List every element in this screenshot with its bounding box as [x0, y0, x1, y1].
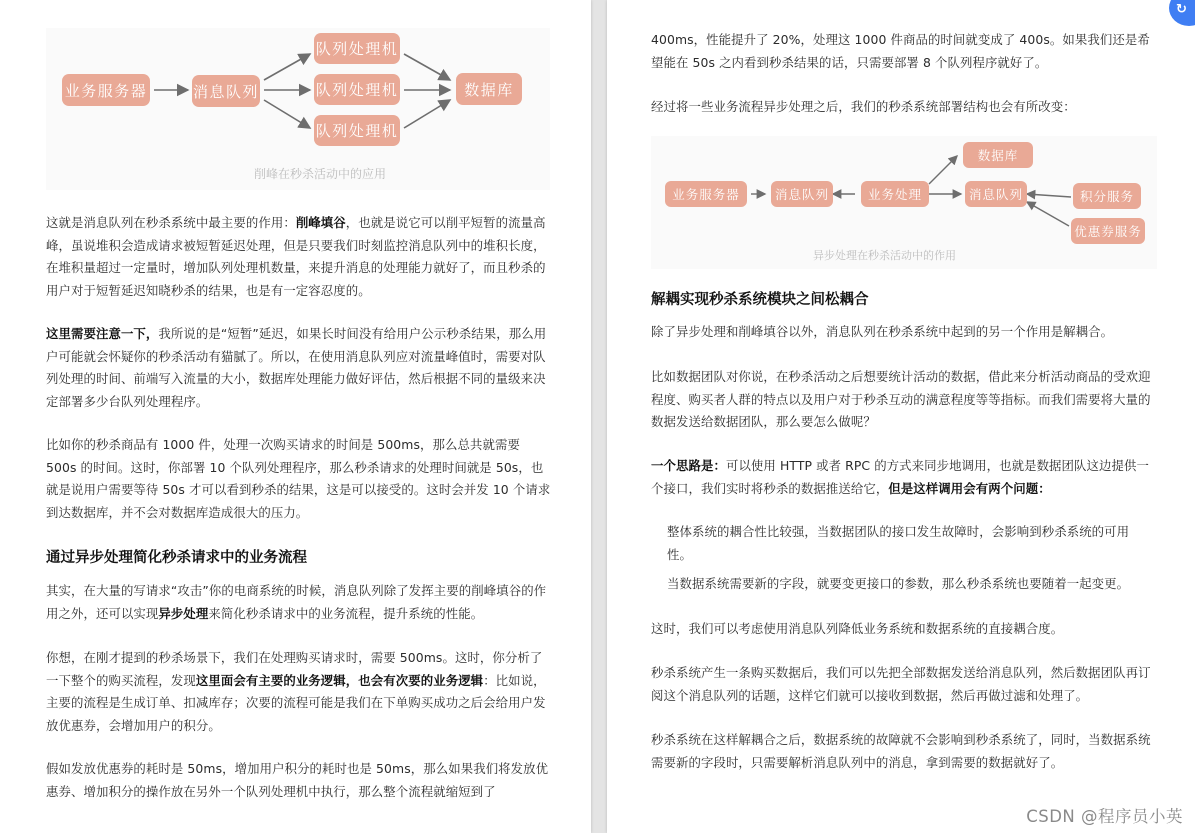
list-item-field-change: 当数据系统需要新的字段，就要变更接口的参数，那么秒杀系统也要随着一起变更。: [667, 576, 1130, 591]
paragraph-deploy-structure: 经过将一些业务流程异步处理之后，我们的秒杀系统部署结构也会有所改变：: [651, 99, 1076, 114]
message-queue-box-right: 消息队列: [965, 181, 1027, 207]
points-service-box: 积分服务: [1073, 183, 1141, 209]
paragraph-peak-shaving: 这就是消息队列在秒杀系统中最主要的作用：削峰填谷，也就是说它可以削平短暂的流量高峰，虽说堆积会造成请求被短暂延迟处理，但是只要我们时刻监控消息队列中的堆积长度，在堆积量超过一定量时，增加队列处理机数量，来提升消息的处理能力就好了，而且秒杀的用户对于短暂延迟知晓秒杀的结果，也是有一定容忍度的。: [46, 215, 546, 298]
section-heading-async: 通过异步处理简化秒杀请求中的业务流程: [46, 550, 307, 566]
coupon-service-box: 优惠券服务: [1071, 218, 1145, 244]
database-box: 数据库: [456, 73, 522, 105]
diagram2-caption: 异步处理在秒杀活动中的作用: [813, 249, 956, 262]
translate-icon[interactable]: ↻: [1169, 0, 1195, 26]
business-processing-box: 业务处理: [861, 181, 929, 207]
paragraph-subscribe: 秒杀系统产生一条购买数据后，我们可以先把全部数据发送给消息队列，然后数据团队再订阅这个消息队列的话题，这样它们就可以接收到数据，然后再做过滤和处理了。: [651, 665, 1151, 703]
left-page: [0, 0, 591, 833]
csdn-watermark: CSDN @程序员小英: [1026, 807, 1183, 826]
diagram-caption: 削峰在秒杀活动中的应用: [254, 167, 387, 181]
paragraph-main-secondary-logic: 你想，在刚才提到的秒杀场景下，我们在处理购买请求时，需要 500ms。这时，你分析了一下整个的购买流程，发现这里面会有主要的业务逻辑，也会有次要的业务逻辑：比如说，主要的流程是生成订单、扣减库存；次要的流程可能是我们在下单购买成功之后会给用户发放优惠券，会增加用户的积分。: [46, 650, 546, 733]
paragraph-one-approach: 一个思路是：可以使用 HTTP 或者 RPC 的方式来同步地调用，也就是数据团队这边提供一个接口，我们实时将秒杀的数据推送给它，但是这样调用会有两个问题：: [651, 458, 1149, 496]
queue-processor-box-3: 队列处理机: [314, 115, 400, 146]
queue-processor-box-1: 队列处理机: [314, 33, 400, 64]
queue-processor-box-2: 队列处理机: [314, 74, 400, 105]
business-server-box: 业务服务器: [665, 181, 747, 207]
paragraph-decoupling-intro: 除了异步处理和削峰填谷以外，消息队列在秒杀系统中起到的另一个作用是解耦合。: [651, 324, 1114, 339]
peak-shaving-diagram: [46, 28, 550, 190]
paragraph-async-intro: 其实，在大量的写请求“攻击”你的电商系统的时候，消息队列除了发挥主要的削峰填谷的作用之外，还可以实现异步处理来简化秒杀请求中的业务流程，提升系统的性能。: [46, 583, 547, 621]
right-page: [607, 0, 1195, 833]
paragraph-short-delay: 这里需要注意一下，我所说的是“短暂”延迟，如果长时间没有给用户公示秒杀结果，那么用户可能就会怀疑你的秒杀活动有猫腻了。所以，在使用消息队列应对流量峰值时，需要对队列处理的时间、前端写入流量的大小，数据库处理能力做好评估，然后根据不同的量级来决定部署多少台队列处理程序。: [46, 326, 547, 409]
paragraph-data-team: 比如数据团队对你说，在秒杀活动之后想要统计活动的数据，借此来分析活动商品的受欢迎程度、购买者人群的特点以及用户对于秒杀互动的满意程度等等指标。而我们需要将大量的数据发送给数据团队，那么要怎么做呢？: [651, 369, 1151, 429]
paragraph-400ms: 400ms，性能提升了 20%，处理这 1000 件商品的时间就变成了 400s。如果我们还是希望能在 50s 之内看到秒杀结果的话，只需要部署 8 个队列程序就好了。: [651, 32, 1150, 70]
message-queue-box: 消息队列: [192, 75, 260, 107]
paragraph-consider-mq: 这时，我们可以考虑使用消息队列降低业务系统和数据系统的直接耦合度。: [651, 621, 1064, 636]
paragraph-after-decoupling: 秒杀系统在这样解耦合之后，数据系统的故障就不会影响到秒杀系统了，同时，当数据系统需要新的字段时，只需要解析消息队列中的消息，拿到需要的数据就好了。: [651, 732, 1151, 770]
database-box: 数据库: [963, 142, 1033, 168]
message-queue-box-left: 消息队列: [771, 181, 833, 207]
async-processing-diagram: [651, 136, 1157, 269]
business-server-box: 业务服务器: [62, 74, 150, 106]
section-heading-decoupling: 解耦实现秒杀系统模块之间松耦合: [651, 292, 869, 308]
list-item-coupling: 整体系统的耦合性比较强，当数据团队的接口发生故障时，会影响到秒杀系统的可用性。: [667, 524, 1130, 562]
paragraph-coupon-timing: 假如发放优惠券的耗时是 50ms，增加用户积分的耗时也是 50ms，那么如果我们将发放优惠券、增加积分的操作放在另外一个队列处理机中执行，那么整个流程就缩短到了: [46, 761, 549, 799]
paragraph-example-1000: 比如你的秒杀商品有 1000 件，处理一次购买请求的时间是 500ms，那么总共就需要 500s 的时间。这时，你部署 10 个队列处理程序，那么秒杀请求的处理时间就是 50s，也就是说用户需要等待 50s 才可以看到秒杀的结果，这是可以接受的。这时会并发 10 个请求到达数据库，并不会对数据库造成很大的压力。: [46, 437, 551, 520]
